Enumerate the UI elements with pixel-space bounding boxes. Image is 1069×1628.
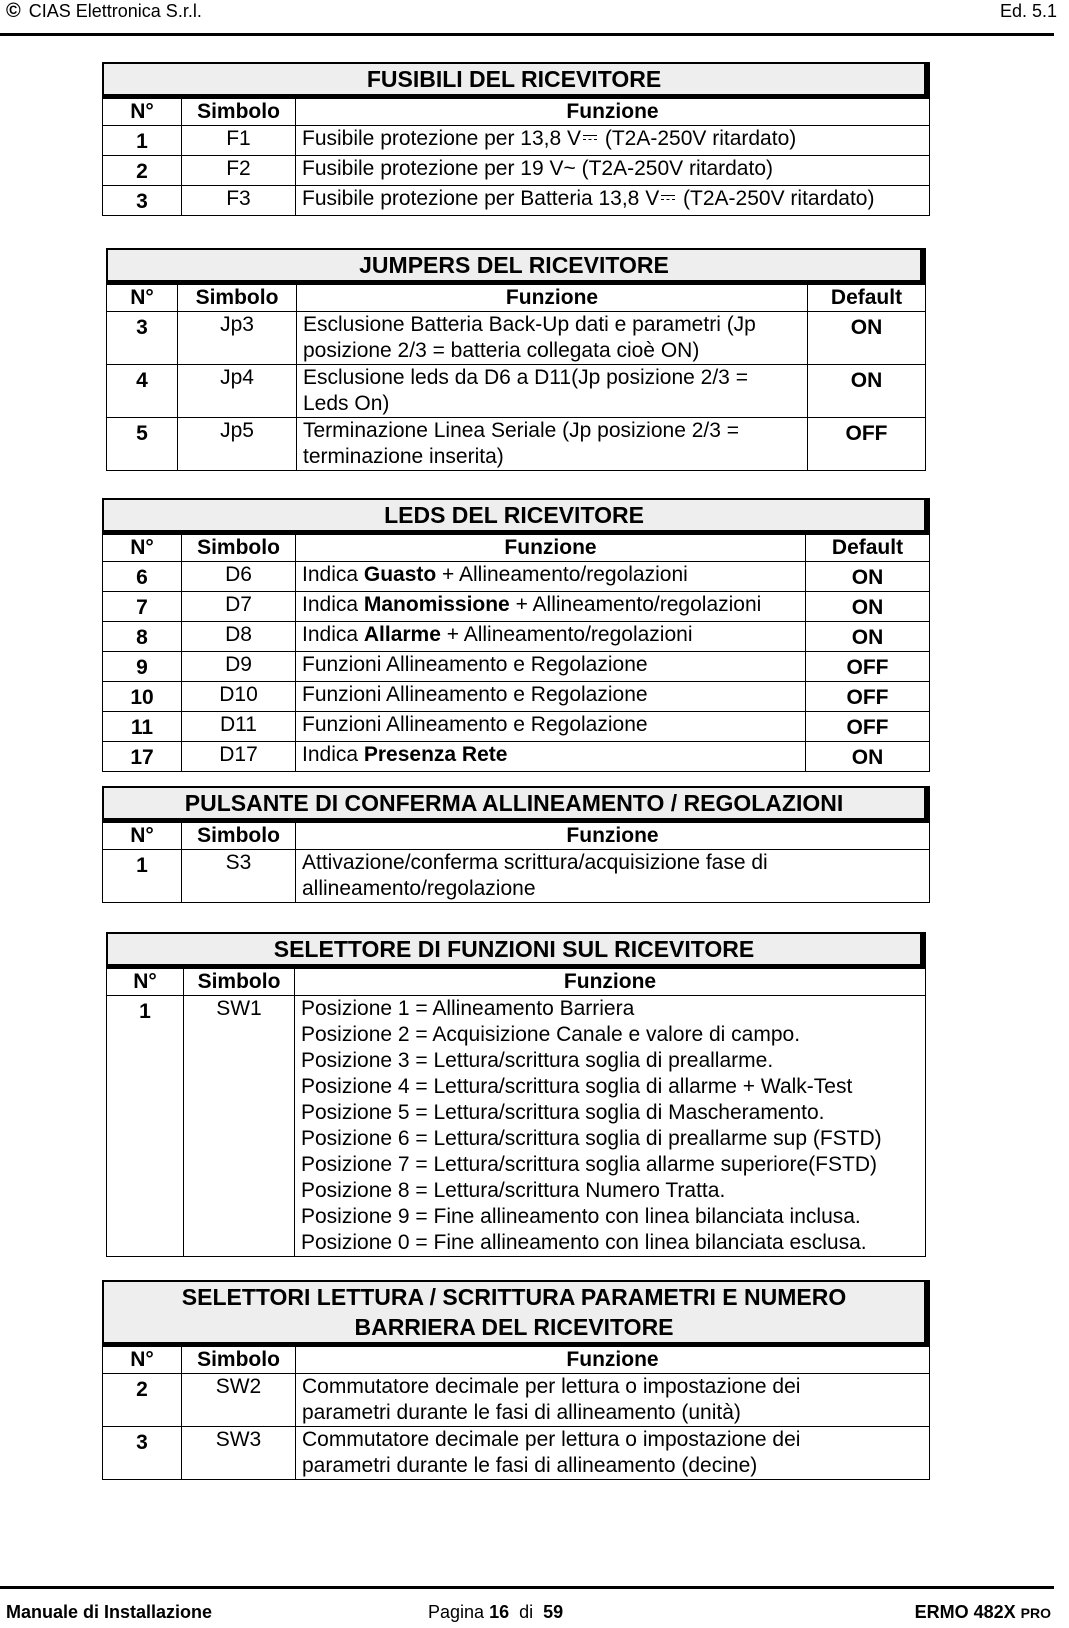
table-row bbox=[107, 365, 926, 418]
table-row bbox=[103, 652, 930, 682]
cell-symbol: D10 bbox=[182, 682, 296, 712]
cell-symbol: F2 bbox=[182, 156, 296, 186]
cell-symbol: Jp4 bbox=[178, 365, 297, 418]
jumpers-title: JUMPERS DEL RICEVITORE bbox=[106, 248, 926, 284]
cell-function bbox=[296, 622, 806, 652]
function-line: parametri durante le fasi di allineamento (unità) bbox=[302, 1401, 741, 1424]
leds-table bbox=[102, 534, 930, 772]
cell-n: 1 bbox=[103, 126, 182, 156]
table-row bbox=[103, 592, 930, 622]
table-row bbox=[103, 1427, 930, 1480]
col-function: Funzione bbox=[296, 1347, 930, 1374]
cell-function bbox=[297, 312, 808, 365]
cell-default: ON bbox=[808, 365, 926, 418]
table-row bbox=[103, 562, 930, 592]
col-symbol: Simbolo bbox=[184, 969, 295, 996]
table-row bbox=[103, 186, 930, 216]
cell-symbol: D7 bbox=[182, 592, 296, 622]
cell-n: 1 bbox=[107, 996, 184, 1257]
table-row bbox=[103, 1374, 930, 1427]
col-n: N° bbox=[107, 969, 184, 996]
table-row bbox=[103, 850, 930, 903]
function-text: + Allineamento/regolazioni bbox=[436, 563, 688, 586]
selector-position-line: Posizione 8 = Lettura/scrittura Numero Tratta. bbox=[301, 1179, 726, 1202]
header-company-block bbox=[6, 0, 202, 22]
page-footer bbox=[0, 1586, 1069, 1628]
col-default: Default bbox=[806, 535, 930, 562]
function-line: allineamento/regolazione bbox=[302, 877, 536, 900]
selector-section bbox=[106, 932, 926, 1257]
col-default: Default bbox=[808, 285, 926, 312]
leds-title: LEDS DEL RICEVITORE bbox=[102, 498, 930, 534]
cell-n: 1 bbox=[103, 850, 182, 903]
function-text: Funzioni Allineamento e Regolazione bbox=[302, 653, 648, 676]
cell-function bbox=[296, 682, 806, 712]
cell-symbol: F1 bbox=[182, 126, 296, 156]
table-row bbox=[103, 126, 930, 156]
cell-function bbox=[296, 712, 806, 742]
selector-position-line: Posizione 6 = Lettura/scrittura soglia di preallarme sup (FSTD) bbox=[301, 1127, 882, 1150]
selector-position-line: Posizione 3 = Lettura/scrittura soglia di preallarme. bbox=[301, 1049, 774, 1072]
function-line: Leds On) bbox=[303, 392, 390, 415]
table-header-row bbox=[107, 969, 926, 996]
table-row bbox=[107, 312, 926, 365]
page-current: 16 bbox=[489, 1602, 510, 1622]
selector-position-line: Posizione 5 = Lettura/scrittura soglia di Mascheramento. bbox=[301, 1101, 825, 1124]
table-row bbox=[103, 682, 930, 712]
cell-n: 2 bbox=[103, 156, 182, 186]
cell-symbol: SW3 bbox=[182, 1427, 296, 1480]
cell-symbol: D17 bbox=[182, 742, 296, 772]
table-row bbox=[103, 622, 930, 652]
switches-table bbox=[102, 1346, 930, 1480]
selector-position-line: Posizione 4 = Lettura/scrittura soglia di allarme + Walk-Test bbox=[301, 1075, 853, 1098]
cell-function bbox=[295, 996, 926, 1257]
button-table bbox=[102, 822, 930, 903]
col-symbol: Simbolo bbox=[182, 823, 296, 850]
cell-symbol: S3 bbox=[182, 850, 296, 903]
cell-default: ON bbox=[806, 622, 930, 652]
cell-n: 11 bbox=[103, 712, 182, 742]
page-label: Pagina bbox=[428, 1602, 490, 1622]
cell-n: 6 bbox=[103, 562, 182, 592]
function-line: Attivazione/conferma scrittura/acquisizione fase di bbox=[302, 851, 768, 874]
table-header-row bbox=[103, 823, 930, 850]
cell-default: ON bbox=[806, 592, 930, 622]
cell-symbol: SW1 bbox=[184, 996, 295, 1257]
cell-n: 8 bbox=[103, 622, 182, 652]
selector-position-line: Posizione 2 = Acquisizione Canale e valore di campo. bbox=[301, 1023, 801, 1046]
switches-section bbox=[102, 1280, 930, 1480]
product-model: ERMO 482X bbox=[914, 1602, 1021, 1622]
cell-function bbox=[297, 418, 808, 471]
dc-voltage-icon bbox=[661, 194, 675, 204]
fuses-table bbox=[102, 98, 930, 216]
cell-n: 5 bbox=[107, 418, 178, 471]
table-row bbox=[103, 742, 930, 772]
dc-voltage-icon bbox=[583, 134, 597, 144]
selector-position-line: Posizione 9 = Fine allineamento con linea bilanciata inclusa. bbox=[301, 1205, 861, 1228]
table-header-row bbox=[103, 535, 930, 562]
function-text: (T2A-250V ritardato) bbox=[599, 127, 797, 150]
function-text: (T2A-250V ritardato) bbox=[677, 187, 875, 210]
function-keyword: Presenza Rete bbox=[363, 743, 508, 766]
switches-title-line: SELETTORI LETTURA / SCRITTURA PARAMETRI E NUMERO bbox=[181, 1284, 847, 1310]
function-line: Commutatore decimale per lettura o impostazione dei bbox=[302, 1428, 801, 1451]
cell-symbol: Jp3 bbox=[178, 312, 297, 365]
cell-default: OFF bbox=[808, 418, 926, 471]
table-row bbox=[103, 712, 930, 742]
function-line: posizione 2/3 = batteria collegata cioè ON) bbox=[303, 339, 700, 362]
manual-title: Manuale di Installazione bbox=[6, 1602, 213, 1622]
col-function: Funzione bbox=[297, 285, 808, 312]
cell-function bbox=[296, 742, 806, 772]
cell-n: 3 bbox=[103, 186, 182, 216]
function-text: + Allineamento/regolazioni bbox=[509, 593, 762, 616]
cell-n: 3 bbox=[107, 312, 178, 365]
col-n: N° bbox=[107, 285, 178, 312]
cell-default: OFF bbox=[806, 652, 930, 682]
col-function: Funzione bbox=[295, 969, 926, 996]
table-row bbox=[107, 996, 926, 1257]
table-header-row bbox=[103, 99, 930, 126]
cell-n: 3 bbox=[103, 1427, 182, 1480]
footer-divider bbox=[0, 1586, 1054, 1589]
function-line: parametri durante le fasi di allineamento (decine) bbox=[302, 1454, 758, 1477]
function-text: Indica bbox=[302, 563, 364, 586]
col-function: Funzione bbox=[296, 823, 930, 850]
cell-function bbox=[296, 1374, 930, 1427]
selector-position-line: Posizione 1 = Allineamento Barriera bbox=[301, 997, 635, 1020]
function-line: Commutatore decimale per lettura o impostazione dei bbox=[302, 1375, 801, 1398]
cell-symbol: D11 bbox=[182, 712, 296, 742]
cell-n: 9 bbox=[103, 652, 182, 682]
selector-position-line: Posizione 7 = Lettura/scrittura soglia allarme superiore(FSTD) bbox=[301, 1153, 877, 1176]
table-row bbox=[103, 156, 930, 186]
cell-symbol: SW2 bbox=[182, 1374, 296, 1427]
col-n: N° bbox=[103, 535, 182, 562]
cell-function bbox=[296, 592, 806, 622]
function-text: + Allineamento/regolazioni bbox=[440, 623, 693, 646]
product-suffix: PRO bbox=[1020, 1605, 1051, 1621]
cell-function bbox=[296, 126, 930, 156]
selector-position-line: Posizione 0 = Fine allineamento con linea bilanciata esclusa. bbox=[301, 1231, 867, 1254]
col-n: N° bbox=[103, 99, 182, 126]
leds-section bbox=[102, 498, 930, 772]
col-function: Funzione bbox=[296, 535, 806, 562]
function-keyword: Allarme bbox=[363, 623, 441, 646]
selector-table bbox=[106, 968, 926, 1257]
cell-symbol: D8 bbox=[182, 622, 296, 652]
cell-function bbox=[296, 652, 806, 682]
col-symbol: Simbolo bbox=[182, 99, 296, 126]
function-line: Esclusione Batteria Back-Up dati e parametri (Jp bbox=[303, 313, 756, 336]
table-header-row bbox=[103, 1347, 930, 1374]
function-text: Funzioni Allineamento e Regolazione bbox=[302, 683, 648, 706]
col-symbol: Simbolo bbox=[182, 1347, 296, 1374]
function-keyword: Guasto bbox=[363, 563, 437, 586]
cell-function bbox=[296, 850, 930, 903]
switches-title bbox=[102, 1280, 930, 1346]
cell-default: ON bbox=[806, 742, 930, 772]
cell-default: OFF bbox=[806, 712, 930, 742]
cell-function bbox=[296, 186, 930, 216]
page-total: 59 bbox=[543, 1602, 564, 1622]
cell-n: 4 bbox=[107, 365, 178, 418]
table-header-row bbox=[107, 285, 926, 312]
cell-symbol: Jp5 bbox=[178, 418, 297, 471]
cell-symbol: D6 bbox=[182, 562, 296, 592]
cell-default: OFF bbox=[806, 682, 930, 712]
jumpers-table bbox=[106, 284, 926, 471]
cell-n: 7 bbox=[103, 592, 182, 622]
function-text: Indica bbox=[302, 623, 364, 646]
cell-symbol: F3 bbox=[182, 186, 296, 216]
cell-function bbox=[296, 562, 806, 592]
cell-n: 17 bbox=[103, 742, 182, 772]
page-header bbox=[0, 0, 1069, 36]
page-of: di bbox=[509, 1602, 544, 1622]
button-title: PULSANTE DI CONFERMA ALLINEAMENTO / REGOLAZIONI bbox=[102, 786, 930, 822]
function-keyword: Manomissione bbox=[363, 593, 510, 616]
product-name bbox=[915, 1602, 1051, 1623]
col-function: Funzione bbox=[296, 99, 930, 126]
button-section bbox=[102, 786, 930, 903]
col-symbol: Simbolo bbox=[178, 285, 297, 312]
function-text: Funzioni Allineamento e Regolazione bbox=[302, 713, 648, 736]
table-row bbox=[107, 418, 926, 471]
page-number bbox=[428, 1602, 563, 1623]
fuses-title: FUSIBILI DEL RICEVITORE bbox=[102, 62, 930, 98]
company-name: CIAS Elettronica S.r.l. bbox=[28, 1, 202, 21]
cell-symbol: D9 bbox=[182, 652, 296, 682]
function-text: Indica bbox=[302, 743, 364, 766]
col-n: N° bbox=[103, 823, 182, 850]
edition-label: Ed. 5.1 bbox=[999, 1, 1057, 21]
function-line: Terminazione Linea Seriale (Jp posizione 2/3 = bbox=[303, 419, 740, 442]
cell-default: ON bbox=[808, 312, 926, 365]
fuses-section bbox=[102, 62, 930, 216]
cell-n: 2 bbox=[103, 1374, 182, 1427]
function-line: terminazione inserita) bbox=[303, 445, 504, 468]
function-text: Fusibile protezione per Batteria 13,8 V bbox=[302, 187, 660, 210]
cell-n: 10 bbox=[103, 682, 182, 712]
cell-function: Fusibile protezione per 19 V~ (T2A-250V ritardato) bbox=[296, 156, 930, 186]
function-line: Esclusione leds da D6 a D11(Jp posizione 2/3 = bbox=[303, 366, 748, 389]
cell-function bbox=[297, 365, 808, 418]
col-symbol: Simbolo bbox=[182, 535, 296, 562]
function-text: Indica bbox=[302, 593, 364, 616]
switches-title-line: BARRIERA DEL RICEVITORE bbox=[354, 1314, 674, 1340]
jumpers-section bbox=[106, 248, 926, 471]
col-n: N° bbox=[103, 1347, 182, 1374]
cell-default: ON bbox=[806, 562, 930, 592]
cell-function bbox=[296, 1427, 930, 1480]
header-divider bbox=[0, 33, 1054, 36]
copyright-icon: © bbox=[6, 0, 21, 22]
selector-title: SELETTORE DI FUNZIONI SUL RICEVITORE bbox=[106, 932, 926, 968]
function-text: Fusibile protezione per 13,8 V bbox=[302, 127, 581, 150]
